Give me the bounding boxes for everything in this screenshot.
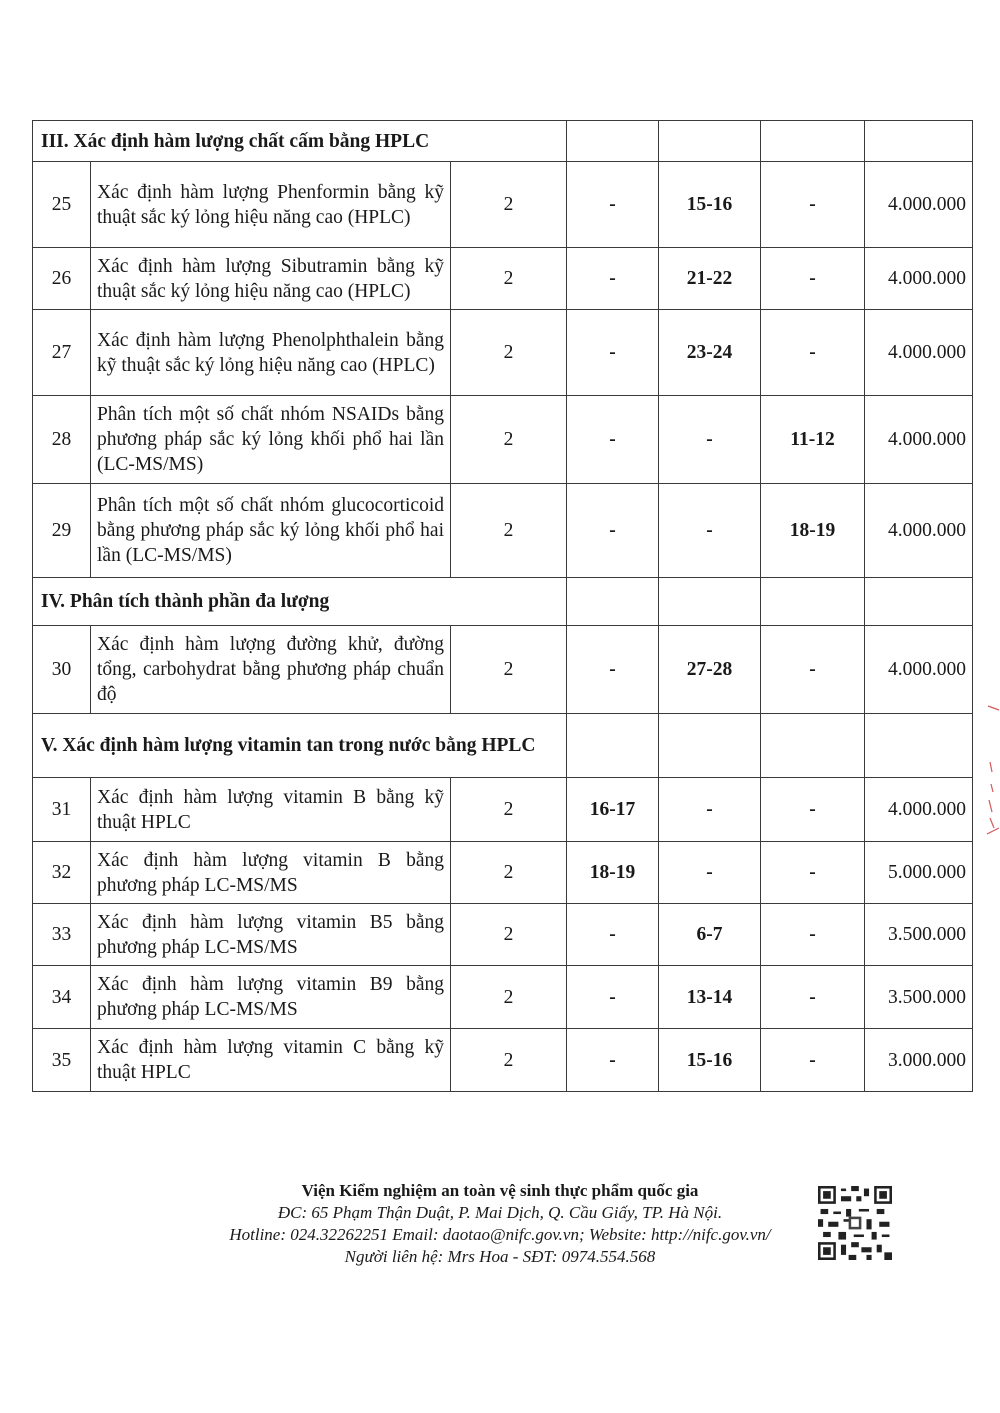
- schedule-cell: -: [761, 626, 865, 714]
- course-description: Phân tích một số chất nhóm glucocorticoid bằng phương pháp sắc ký lỏng khối phổ hai lần (LC-MS/MS): [91, 484, 451, 578]
- schedule-cell: -: [567, 310, 659, 396]
- footer-org-name: Viện Kiểm nghiệm an toàn vệ sinh thực phẩm quốc gia: [301, 1181, 699, 1200]
- table-row: [33, 1029, 973, 1092]
- empty-cell: [761, 714, 865, 778]
- participant-count: 2: [451, 842, 567, 904]
- participant-count: 2: [451, 966, 567, 1029]
- schedule-cell: -: [659, 396, 761, 484]
- row-number: 35: [33, 1029, 91, 1092]
- schedule-cell: -: [567, 484, 659, 578]
- schedule-cell: -: [761, 904, 865, 966]
- table-row: [33, 966, 973, 1029]
- empty-cell: [865, 578, 973, 626]
- schedule-cell: -: [761, 778, 865, 842]
- course-description: Xác định hàm lượng đường khử, đường tổng, carbohydrat bằng phương pháp chuẩn độ: [91, 626, 451, 714]
- footer-address: ĐC: 65 Phạm Thận Duật, P. Mai Dịch, Q. Cầu Giấy, TP. Hà Nội.: [277, 1203, 723, 1222]
- schedule-cell: 18-19: [567, 842, 659, 904]
- participant-count: 2: [451, 1029, 567, 1092]
- course-description: Xác định hàm lượng Phenformin bằng kỹ thuật sắc ký lỏng hiệu năng cao (HPLC): [91, 162, 451, 248]
- row-number: 27: [33, 310, 91, 396]
- schedule-cell: -: [659, 484, 761, 578]
- section-header-row: [33, 121, 973, 162]
- fee-amount: 4.000.000: [865, 162, 973, 248]
- course-description: Xác định hàm lượng vitamin B5 bằng phương pháp LC-MS/MS: [91, 904, 451, 966]
- row-number: 30: [33, 626, 91, 714]
- schedule-cell: -: [761, 162, 865, 248]
- qr-code-icon: [818, 1186, 892, 1260]
- course-description: Xác định hàm lượng Sibutramin bằng kỹ thuật sắc ký lỏng hiệu năng cao (HPLC): [91, 248, 451, 310]
- schedule-cell: -: [659, 778, 761, 842]
- table-row: [33, 396, 973, 484]
- participant-count: 2: [451, 778, 567, 842]
- table-row: [33, 904, 973, 966]
- schedule-cell: -: [567, 626, 659, 714]
- schedule-cell: -: [567, 966, 659, 1029]
- table-row: [33, 162, 973, 248]
- course-description: Phân tích một số chất nhóm NSAIDs bằng phương pháp sắc ký lỏng khối phổ hai lần (LC-MS/MS): [91, 396, 451, 484]
- footer-contact: Người liên hệ: Mrs Hoa - SĐT: 0974.554.568: [344, 1247, 656, 1266]
- course-description: Xác định hàm lượng vitamin B bằng kỹ thuật HPLC: [91, 778, 451, 842]
- footer-hotline: Hotline: 024.32262251 Email: daotao@nifc.gov.vn; Website: http://nifc.gov.vn/: [229, 1225, 771, 1244]
- participant-count: 2: [451, 396, 567, 484]
- row-number: 25: [33, 162, 91, 248]
- empty-cell: [659, 578, 761, 626]
- course-description: Xác định hàm lượng Phenolphthalein bằng kỹ thuật sắc ký lỏng hiệu năng cao (HPLC): [91, 310, 451, 396]
- empty-cell: [659, 121, 761, 162]
- participant-count: 2: [451, 904, 567, 966]
- fee-amount: 3.000.000: [865, 1029, 973, 1092]
- schedule-cell: 15-16: [659, 162, 761, 248]
- fee-amount: 5.000.000: [865, 842, 973, 904]
- schedule-cell: -: [567, 1029, 659, 1092]
- section-header-row: [33, 714, 973, 778]
- schedule-cell: -: [567, 162, 659, 248]
- table-row: [33, 842, 973, 904]
- empty-cell: [761, 578, 865, 626]
- course-description: Xác định hàm lượng vitamin B9 bằng phương pháp LC-MS/MS: [91, 966, 451, 1029]
- empty-cell: [567, 578, 659, 626]
- schedule-cell: -: [567, 904, 659, 966]
- section-header-row: [33, 578, 973, 626]
- schedule-cell: -: [567, 248, 659, 310]
- fee-amount: 4.000.000: [865, 484, 973, 578]
- fee-amount: 4.000.000: [865, 396, 973, 484]
- empty-cell: [659, 714, 761, 778]
- schedule-cell: -: [761, 966, 865, 1029]
- schedule-cell: -: [761, 842, 865, 904]
- fee-amount: 4.000.000: [865, 248, 973, 310]
- section-title: V. Xác định hàm lượng vitamin tan trong nước bằng HPLC: [33, 714, 567, 778]
- schedule-cell: -: [761, 248, 865, 310]
- training-fee-table: [32, 120, 973, 1092]
- section-title: IV. Phân tích thành phần đa lượng: [33, 578, 567, 626]
- row-number: 28: [33, 396, 91, 484]
- schedule-cell: 13-14: [659, 966, 761, 1029]
- schedule-cell: -: [761, 1029, 865, 1092]
- participant-count: 2: [451, 162, 567, 248]
- schedule-cell: 16-17: [567, 778, 659, 842]
- schedule-cell: 6-7: [659, 904, 761, 966]
- schedule-cell: 23-24: [659, 310, 761, 396]
- table-row: [33, 248, 973, 310]
- fee-amount: 4.000.000: [865, 626, 973, 714]
- row-number: 26: [33, 248, 91, 310]
- section-title: III. Xác định hàm lượng chất cấm bằng HPLC: [33, 121, 567, 162]
- course-description: Xác định hàm lượng vitamin B bằng phương pháp LC-MS/MS: [91, 842, 451, 904]
- schedule-cell: 15-16: [659, 1029, 761, 1092]
- schedule-cell: 11-12: [761, 396, 865, 484]
- empty-cell: [761, 121, 865, 162]
- fee-amount: 4.000.000: [865, 778, 973, 842]
- row-number: 34: [33, 966, 91, 1029]
- empty-cell: [865, 121, 973, 162]
- schedule-cell: 27-28: [659, 626, 761, 714]
- fee-amount: 3.500.000: [865, 966, 973, 1029]
- course-description: Xác định hàm lượng vitamin C bằng kỹ thuật HPLC: [91, 1029, 451, 1092]
- participant-count: 2: [451, 248, 567, 310]
- table-row: [33, 310, 973, 396]
- row-number: 31: [33, 778, 91, 842]
- schedule-cell: -: [761, 310, 865, 396]
- participant-count: 2: [451, 626, 567, 714]
- schedule-cell: 21-22: [659, 248, 761, 310]
- footer: [200, 1180, 800, 1268]
- schedule-cell: 18-19: [761, 484, 865, 578]
- table-row: [33, 778, 973, 842]
- table-row: [33, 484, 973, 578]
- fee-amount: 4.000.000: [865, 310, 973, 396]
- fee-amount: 3.500.000: [865, 904, 973, 966]
- schedule-cell: -: [659, 842, 761, 904]
- red-stamp-edge-icon: [986, 700, 1000, 840]
- row-number: 29: [33, 484, 91, 578]
- row-number: 32: [33, 842, 91, 904]
- schedule-cell: -: [567, 396, 659, 484]
- table-row: [33, 626, 973, 714]
- row-number: 33: [33, 904, 91, 966]
- empty-cell: [567, 714, 659, 778]
- empty-cell: [865, 714, 973, 778]
- empty-cell: [567, 121, 659, 162]
- participant-count: 2: [451, 310, 567, 396]
- participant-count: 2: [451, 484, 567, 578]
